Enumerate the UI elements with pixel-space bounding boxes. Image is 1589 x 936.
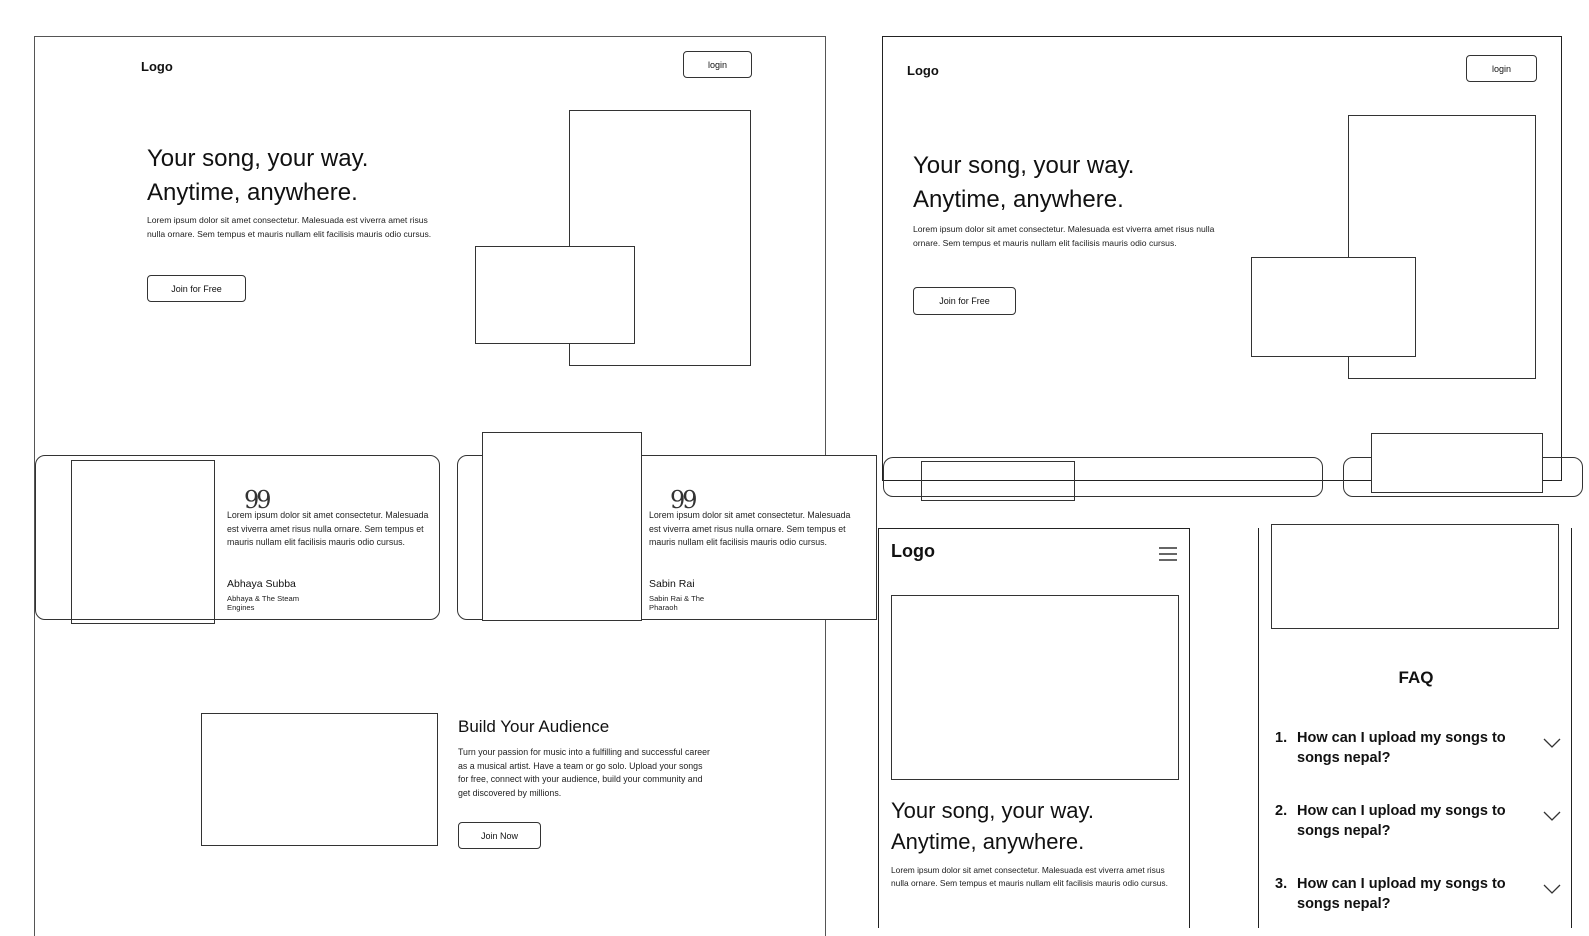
testimonial-band-line1: Abhaya & The Steam	[227, 594, 300, 603]
faq-item-question-line2: songs nepal?	[1297, 750, 1391, 766]
tablet-hero-title	[913, 149, 1243, 217]
testimonial-name: Abhaya Subba	[227, 578, 296, 590]
faq-frame	[1258, 528, 1572, 928]
desktop-login-button[interactable]: login	[683, 51, 752, 78]
mobile-hero-title-line2: Anytime, anywhere.	[891, 829, 1085, 854]
tablet-testimonial-photo	[921, 461, 1075, 501]
tablet-frame	[882, 36, 1562, 481]
mobile-hero-image	[891, 595, 1179, 780]
faq-item-question-line2: songs nepal?	[1297, 896, 1391, 912]
testimonial-card	[35, 455, 440, 620]
faq-title: FAQ	[1398, 668, 1434, 687]
mobile-hero-title	[891, 795, 1181, 857]
tablet-logo[interactable]: Logo	[907, 63, 939, 78]
mobile-logo[interactable]: Logo	[891, 541, 935, 561]
faq-item-question	[1297, 728, 1527, 768]
mobile-hero-title-line1: Your song, your way.	[891, 798, 1095, 823]
mobile-frame	[878, 528, 1190, 928]
quote-icon: 99	[244, 486, 269, 514]
chevron-down-icon[interactable]	[1543, 808, 1561, 818]
tablet-login-button[interactable]: login	[1466, 55, 1537, 82]
testimonial-band-line1: Sabin Rai & The	[649, 594, 705, 603]
testimonial-photo	[482, 432, 642, 621]
feature-body: Turn your passion for music into a fulfilling and successful career as a musical artist. Have a team or go solo. Upload your songs for free, connect with your audience, build your community and get discovered by millions.	[458, 747, 710, 798]
faq-item-number: 3.	[1275, 876, 1288, 892]
testimonial-band	[649, 594, 704, 612]
faq-item-question-line1: How can I upload my songs to	[1297, 803, 1506, 819]
chevron-down-icon[interactable]	[1543, 881, 1561, 891]
tablet-hero-image-small	[1251, 257, 1416, 357]
chevron-down-icon[interactable]	[1543, 735, 1561, 745]
quote-icon: 99	[670, 486, 695, 514]
faq-item[interactable]	[1275, 728, 1565, 778]
testimonial-band	[227, 594, 299, 612]
faq-item[interactable]	[1275, 801, 1565, 851]
faq-item-number: 1.	[1275, 730, 1288, 746]
tablet-hero-title-line1: Your song, your way.	[913, 152, 1135, 179]
desktop-hero-title-line1: Your song, your way.	[147, 145, 369, 172]
faq-item[interactable]	[1275, 874, 1565, 924]
feature-title: Build Your Audience	[458, 717, 610, 736]
mobile-hero-body: Lorem ipsum dolor sit amet consectetur. Malesuada est viverra amet risus nulla ornare. Sem tempus et mauris nullam elit facilisis mauris odio cursus.	[891, 865, 1168, 888]
faq-item-question-line2: songs nepal?	[1297, 823, 1391, 839]
faq-item-question-line1: How can I upload my songs to	[1297, 876, 1506, 892]
tablet-join-free-button[interactable]: Join for Free	[913, 287, 1016, 315]
testimonial-quote: Lorem ipsum dolor sit amet consectetur. Malesuada est viverra amet risus nulla ornare. Sem tempus et mauris nullam elit facilisis mauris odio cursus.	[649, 510, 851, 548]
feature-image	[201, 713, 438, 846]
testimonial-quote: Lorem ipsum dolor sit amet consectetur. Malesuada est viverra amet risus nulla ornare. Sem tempus et mauris nullam elit facilisis mauris odio cursus.	[227, 510, 429, 548]
desktop-hero-title-line2: Anytime, anywhere.	[147, 179, 358, 206]
testimonial-band-line2: Engines	[227, 603, 255, 612]
desktop-hero-image-small	[475, 246, 635, 344]
desktop-join-free-button[interactable]: Join for Free	[147, 275, 246, 302]
faq-top-image	[1271, 524, 1559, 629]
desktop-frame	[34, 36, 851, 936]
join-now-button[interactable]: Join Now	[458, 822, 541, 849]
desktop-logo[interactable]: Logo	[141, 59, 173, 74]
tablet-hero-title-line2: Anytime, anywhere.	[913, 186, 1124, 213]
tablet-testimonial-photo	[1371, 433, 1543, 493]
faq-item-question	[1297, 874, 1527, 914]
faq-item-number: 2.	[1275, 803, 1288, 819]
faq-item-question	[1297, 801, 1527, 841]
tablet-hero-body: Lorem ipsum dolor sit amet consectetur. Malesuada est viverra amet risus nulla ornare. Sem tempus et mauris nullam elit facilisis mauris odio cursus.	[913, 224, 1215, 248]
desktop-hero-body: Lorem ipsum dolor sit amet consectetur. Malesuada est viverra amet risus nulla ornare. Sem tempus et mauris nullam elit facilisis mauris odio cursus.	[147, 215, 432, 239]
testimonial-name: Sabin Rai	[649, 578, 695, 590]
testimonial-card	[457, 455, 877, 620]
hamburger-menu-icon[interactable]	[1159, 547, 1177, 561]
testimonial-band-line2: Pharaoh	[649, 603, 678, 612]
faq-item-question-line1: How can I upload my songs to	[1297, 730, 1506, 746]
desktop-hero-title	[147, 142, 477, 210]
testimonial-photo	[71, 460, 215, 624]
